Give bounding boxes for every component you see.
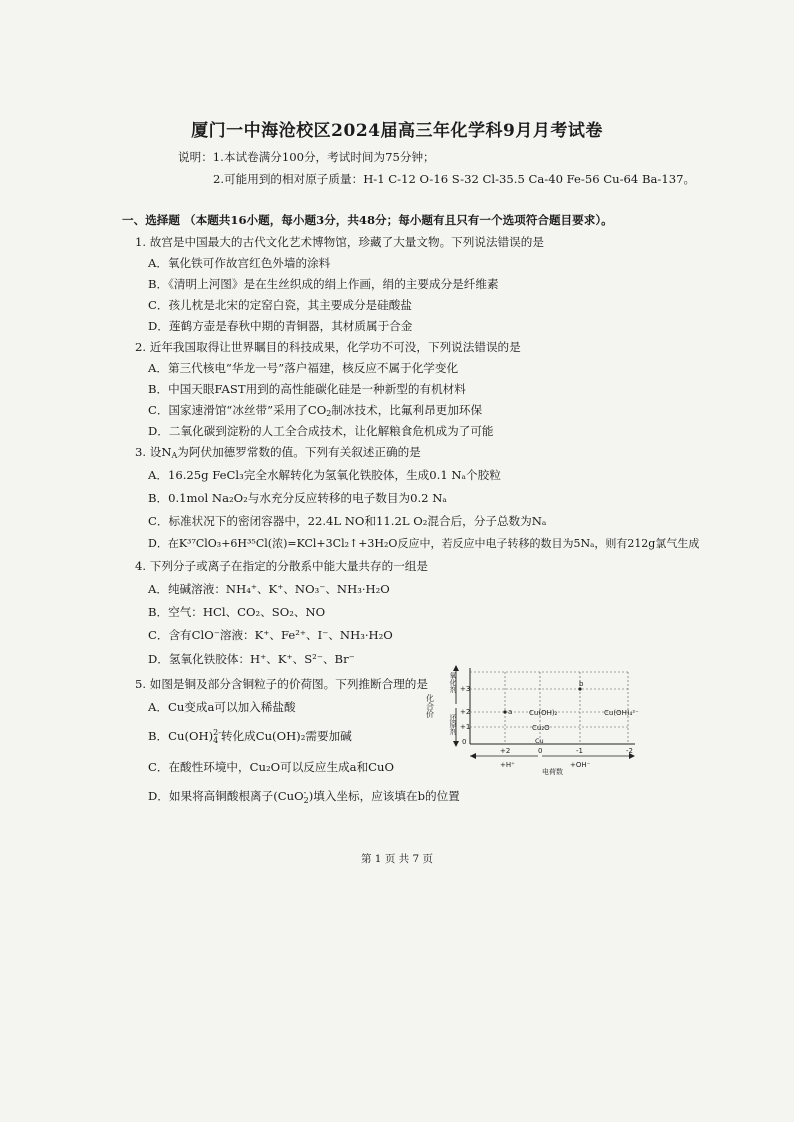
x-tick-minus1: -1 [576,747,583,755]
q3-option-d: D．在K³⁷ClO₃+6H³⁵Cl(浓)=KCl+3Cl₂↑+3H₂O反应中，若反应中电子转移的数目为5Nₐ，则有212g氯气生成 [148,537,700,550]
q4-option-a: A．纯碱溶液：NH₄⁺、K⁺、NO₃⁻、NH₃·H₂O [148,582,390,596]
q2-option-a: A．第三代核电“华龙一号”落户福建，核反应不属于化学变化 [148,361,459,375]
q4-option-b: B．空气：HCl、CO₂、SO₂、NO [148,605,326,619]
q2-option-d: D．二氧化碳到淀粉的人工全合成技术，让化解粮食危机成为了可能 [148,424,494,438]
q5-option-b-superscript: 2- [213,728,221,737]
point-b-label: b [579,680,584,688]
oh-minus-caption: +OH⁻ [570,761,591,769]
cu2o-label: Cu₂O [532,724,550,732]
q5-option-b [148,729,352,745]
y-tick-zero: 0 [462,738,467,746]
valence-charge-diagram [420,664,645,784]
page-footer: 第 1 页 共 7 页 [360,853,434,865]
x-tick-zero: 0 [538,747,543,755]
q1-option-c: C．孩儿枕是北宋的定窑白瓷，其主要成分是硅酸盐 [148,298,412,312]
diagram-y-axis-label: 化合价 [425,694,435,718]
notes-line-1 [178,150,435,164]
q5-option-b-part1: B．Cu(OH) [148,729,214,743]
x-tick-plus2: +2 [500,747,511,755]
q3-stem-subscript: A [171,451,178,460]
q2-stem: 2. 近年我国取得让世界瞩目的科技成果，化学功不可没，下列说法错误的是 [135,340,521,354]
q5-option-c: C．在酸性环境中，Cu₂O可以反应生成a和CuO [148,760,395,774]
q2-option-c-part1: C．国家速滑馆“冰丝带”采用了CO [148,403,327,417]
diagram-oxidant-label: 氧化剂 [449,672,457,693]
q2-option-c [148,403,482,421]
cu-oh2-label: Cu(OH)₂ [529,709,558,717]
diagram-reductant-label: 还原剂 [449,714,457,735]
q3-stem-part2: 为阿伏加德罗常数的值。下列有关叙述正确的是 [177,445,421,459]
point-a-label: a [508,708,513,716]
q5-option-d-superscript: - [303,788,307,797]
q4-option-d: D．氢氧化铁胶体：H⁺、K⁺、S²⁻、Br⁻ [148,652,355,666]
q3-option-c: C．标准状况下的密闭容器中，22.4L NO和11.2L O₂混合后，分子总数为Nₐ [148,514,547,528]
reductant-arrowhead [453,741,459,747]
q5-option-d [148,789,460,805]
x-tick-minus2: -2 [626,747,633,755]
q5-option-b-subscript: 4 [213,736,219,745]
q5-option-b-part2: 转化成Cu(OH)₂需要加碱 [220,729,352,743]
q4-stem: 4. 下列分子或离子在指定的分散系中能大量共存的一组是 [135,559,428,573]
q5-option-d-part1: D．如果将高铜酸根离子(CuO [148,789,304,803]
exam-title: 厦门一中海沧校区2024届高三年化学科9月月考试卷 [191,121,603,141]
q3-option-a: A．16.25g FeCl₃完全水解转化为氢氧化铁胶体，生成0.1 Nₐ个胶粒 [148,468,501,482]
q2-option-c-subscript: 2 [326,409,332,418]
q2-option-c-part2: 制冰技术，比氟利昂更加环保 [331,403,483,417]
q2-option-b: B．中国天眼FAST用到的高性能碳化硅是一种新型的有机材料 [148,382,466,396]
q1-option-b: B．《清明上河图》是在生丝织成的绢上作画，绢的主要成分是纤维素 [148,277,499,291]
q4-option-c: C．含有ClO⁻溶液：K⁺、Fe²⁺、I⁻、NH₃·H₂O [148,628,393,642]
notes-item-1: 1.本试卷满分100分，考试时间为75分钟； [212,150,435,164]
q1-option-a: A．氧化铁可作故宫红色外墙的涂料 [148,256,331,270]
y-tick-plus1: +1 [460,723,471,731]
cu-oh4-label: Cu(OH)₄²⁻ [604,709,639,717]
h-plus-caption: +H⁺ [500,761,515,769]
q5-option-d-part2: )填入坐标，应该填在b的位置 [308,789,460,803]
section-heading: 一、选择题 （本题共16小题，每小题3分，共48分；每小题有且只有一个选项符合题目要求）。 [122,213,613,227]
diagram-x-axis-label: 电荷数 [542,768,563,776]
q5-stem: 5. 如图是铜及部分含铜粒子的价荷图。下列推断合理的是 [135,677,428,691]
q3-stem-part1: 3. 设N [135,445,172,459]
point-a-marker [503,710,506,713]
diagram-grid [470,672,628,744]
y-tick-plus2: +2 [460,708,471,716]
h-plus-arrowhead [470,753,476,759]
q1-option-d: D．莲鹤方壶是春秋中期的青铜器，其材质属于合金 [148,319,413,333]
q1-stem: 1. 故宫是中国最大的古代文化艺术博物馆，珍藏了大量文物。下列说法错误的是 [135,235,544,249]
cu-label: Cu [535,737,544,745]
y-tick-plus3: +3 [460,685,471,693]
q3-stem [135,445,421,463]
oxidant-arrowhead [453,665,459,671]
q5-option-a: A．Cu变成a可以加入稀盐酸 [148,700,296,714]
notes-item-2: 2.可能用到的相对原子质量：H-1 C-12 O-16 S-32 Cl-35.5 Ca-40 Fe-56 Cu-64 Ba-137。 [213,172,696,186]
q5-option-d-subscript: 2 [303,796,309,805]
q3-option-b: B．0.1mol Na₂O₂与水充分反应转移的电子数目为0.2 Nₐ [148,491,447,505]
notes-label: 说明： [178,150,213,164]
